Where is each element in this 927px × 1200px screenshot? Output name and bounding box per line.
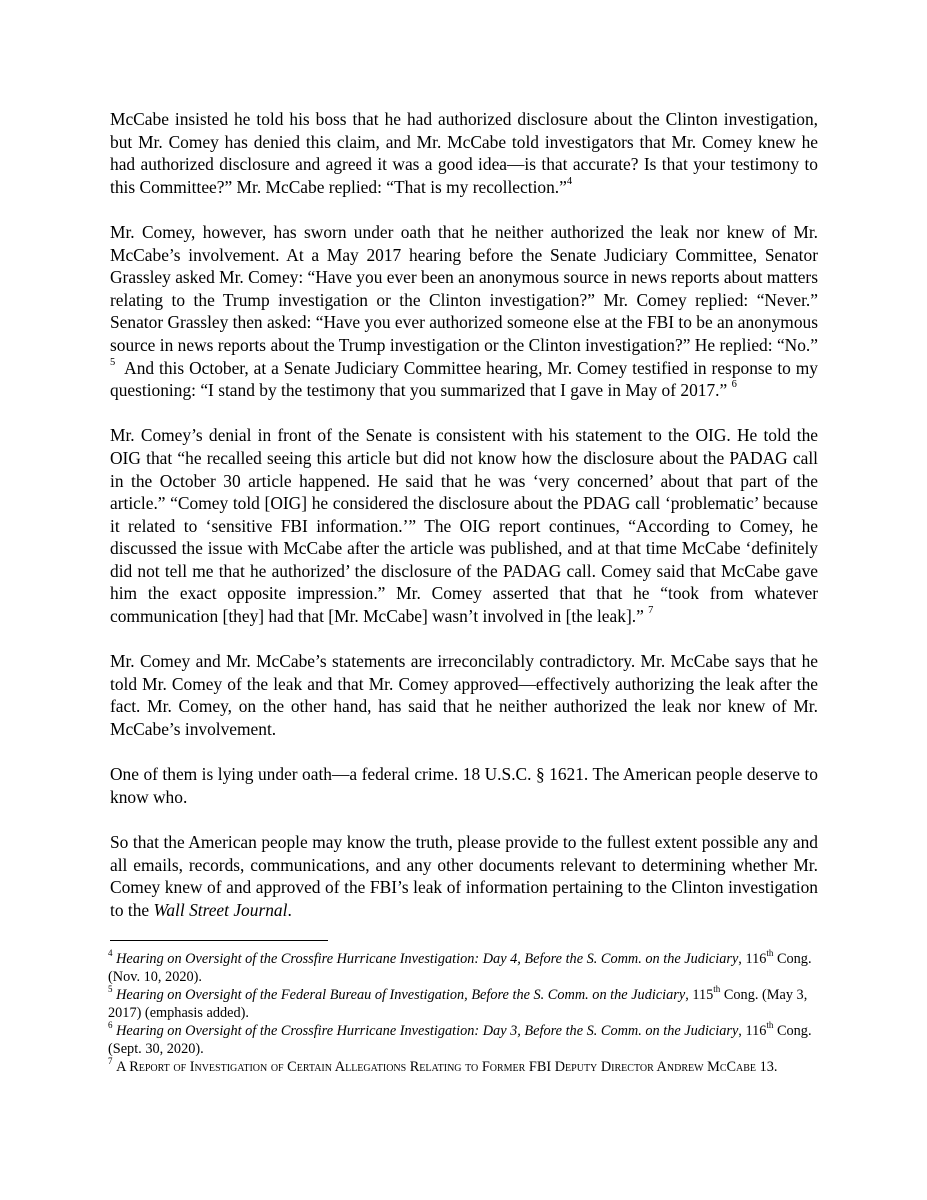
text-run: Cong. (Sept. 30, 2020). <box>108 1023 812 1057</box>
text-run: One of them is lying under oath—a federal crime. 18 U.S.C. § 1621. The American people deserve to know who. <box>110 764 818 807</box>
footnote-ref: 4 <box>566 175 573 187</box>
footnote <box>108 1022 820 1058</box>
footnote <box>108 950 820 986</box>
text-run: Cong. (Nov. 10, 2020). <box>108 951 812 985</box>
body-paragraph <box>110 831 818 921</box>
footnote-number: 4 <box>108 948 113 959</box>
text-run: So that the American people may know the truth, please provide to the fullest extent possible any and all emails, records, communications, and any other documents relevant to determining whether Mr. Comey knew of and approved of the FBI’s leak of information pertaining to the Clinton investigation to the <box>110 832 818 920</box>
footnote-number: 7 <box>108 1056 113 1067</box>
text-run: And this October, at a Senate Judiciary Committee hearing, Mr. Comey testified in response to my questioning: “I stand by the testimony that you summarized that I gave in May of 2017.” <box>110 357 818 401</box>
text-run: Mr. Comey’s denial in front of the Senate is consistent with his statement to the OIG. He told the OIG that “he recalled seeing this article but did not know how the disclosure about the PADAG call in the October 30 article happened. He said that he was ‘very concerned’ about that part of the article.” “Comey told [OIG] he considered the disclosure about the PDAG call ‘problematic’ because it related to ‘sensitive FBI information.’” The OIG report continues, “According to Comey, he discussed the issue with McCabe after the article was published, and at that time McCabe ‘definitely did not tell me that he authorized’ the disclosure of the PADAG call. Comey said that McCabe gave him the exact opposite impression.” Mr. Comey asserted that that he “took from whatever communication [they] had that [Mr. McCabe] wasn’t involved in [the leak].” <box>110 425 818 627</box>
body-paragraph <box>110 650 818 740</box>
body-paragraph <box>110 424 818 627</box>
text-run: , 116 <box>738 951 767 967</box>
footnote-ref: 5 <box>110 356 116 368</box>
smallcaps-title: A Report of Investigation of Certain Allegations Relating to Former FBI Deputy Director Andrew McCabe <box>116 1059 757 1075</box>
text-run: 13. <box>756 1059 778 1075</box>
footnote-number: 5 <box>108 984 113 995</box>
footnote-ref: 7 <box>648 605 654 617</box>
text-run: , 115 <box>685 987 714 1003</box>
body-paragraph <box>110 108 818 198</box>
publication-title: Wall Street Journal <box>153 899 288 920</box>
footnote-number: th <box>766 1020 774 1031</box>
text-run: Cong. (May 3, 2017) (emphasis added). <box>108 987 808 1021</box>
text-run: , 116 <box>738 1023 767 1039</box>
footnote-number: 6 <box>108 1020 113 1031</box>
footnote-ref: 6 <box>731 379 737 391</box>
body-paragraph <box>110 221 818 402</box>
footnote <box>108 1058 820 1076</box>
citation-title: Hearing on Oversight of the Federal Bureau of Investigation, Before the S. Comm. on the Judiciary <box>116 987 686 1003</box>
citation-title: Hearing on Oversight of the Crossfire Hurricane Investigation: Day 3, Before the S. Comm. on the Judiciary <box>116 1023 739 1039</box>
body-paragraph <box>110 763 818 808</box>
text-run: Mr. Comey and Mr. McCabe’s statements are irreconcilably contradictory. Mr. McCabe says that he told Mr. Comey of the leak and that Mr. Comey approved—effectively authorizing the leak after the fact. Mr. Comey, on the other hand, has said that he neither authorized the leak nor knew of Mr. McCabe’s involvement. <box>110 651 818 740</box>
text-run: McCabe insisted he told his boss that he had authorized disclosure about the Clinton investigation, but Mr. Comey has denied this claim, and Mr. McCabe told investigators that Mr. Comey knew he had authorized disclosure and agreed it was a good idea—is that accurate? Is that your testimony to this Committee?” Mr. McCabe replied: “That is my recollection.” <box>110 109 818 197</box>
citation-title: Hearing on Oversight of the Crossfire Hurricane Investigation: Day 4, Before the S. Comm. on the Judiciary <box>116 951 739 967</box>
letter-body <box>110 108 818 921</box>
footnote-divider <box>110 940 328 941</box>
footnote-number: th <box>713 984 721 995</box>
text-run: Mr. Comey, however, has sworn under oath that he neither authorized the leak nor knew of Mr. McCabe’s involvement. At a May 2017 hearing before the Senate Judiciary Committee, Senator Grassley asked Mr. Comey: “Have you ever been an anonymous source in news reports about matters relating to the Trump investigation or the Clinton investigation?” Mr. Comey replied: “Never.” Senator Grassley then asked: “Have you ever authorized someone else at the FBI to be an anonymous source in news reports about the Trump investigation or the Clinton investigation?” He replied: “No.” <box>110 221 818 355</box>
footnote-number: th <box>766 948 774 959</box>
footnotes-section <box>108 950 820 1076</box>
footnote <box>108 986 820 1022</box>
text-run: . <box>287 899 292 920</box>
